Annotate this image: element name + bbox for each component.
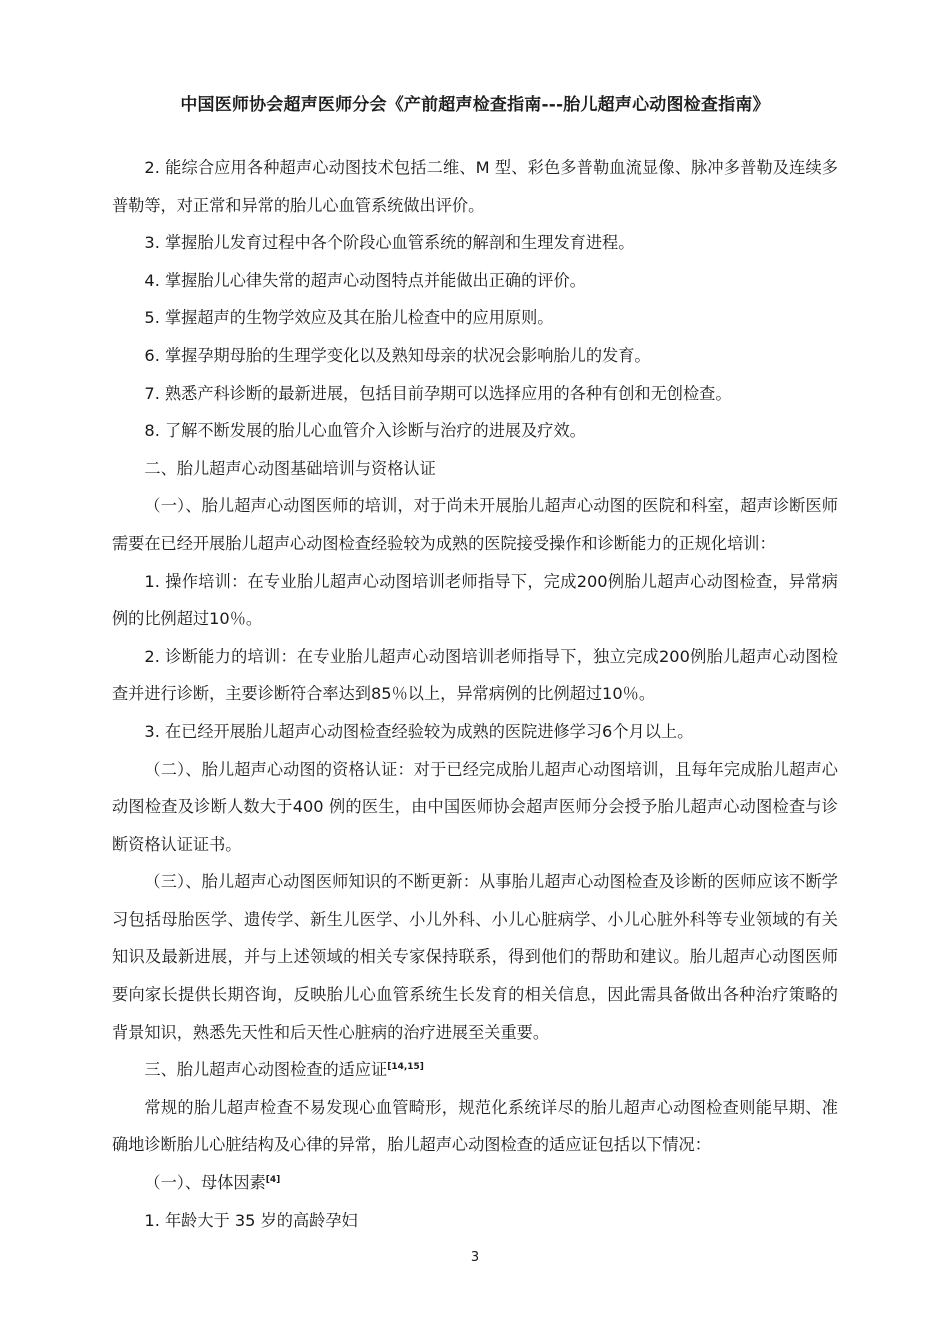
paragraph-item-8: 8. 了解不断发展的胎儿心血管介入诊断与治疗的进展及疗效。 xyxy=(144,421,586,441)
paragraph-item-age: 1. 年龄大于 35 岁的高龄孕妇 xyxy=(144,1210,358,1230)
section-heading-3: 三、胎儿超声心动图检查的适应证[14,15] xyxy=(144,1060,424,1080)
section-heading-2: 二、胎儿超声心动图基础培训与资格认证 xyxy=(144,458,436,478)
reference-mark: [14,15] xyxy=(387,1062,424,1073)
paragraph-item-3: 3. 掌握胎儿发育过程中各个阶段心血管系统的解剖和生理发育进程。 xyxy=(144,233,635,253)
body-text xyxy=(112,149,838,1239)
paragraph-knowledge-update: （三）、胎儿超声心动图医师知识的不断更新：从事胎儿超声心动图检查及诊断的医师应该不断学习包括母胎医学、遗传学、新生儿医学、小儿外科、小儿心脏病学、小儿心脏外科等专业领域的有关知识及最新进展，并与上述领域的相关专家保持联系，得到他们的帮助和建议。胎儿超声心动图医师要向家长提供长期咨询，反映胎儿心血管系统生长发育的相关信息，因此需具备做出各种治疗策略的背景知识，熟悉先天性和后天性心脏病的治疗进展至关重要。 xyxy=(112,872,838,1042)
page-number: 3 xyxy=(470,1250,480,1265)
paragraph-diagnosis-training: 2. 诊断能力的培训：在专业胎儿超声心动图培训老师指导下，独立完成200例胎儿超声心动图检查并进行诊断，主要诊断符合率达到85％以上，异常病例的比例超过10％。 xyxy=(112,646,838,704)
reference-mark: [4] xyxy=(265,1175,281,1186)
paragraph-operation-training: 1. 操作培训：在专业胎儿超声心动图培训老师指导下，完成200例胎儿超声心动图检查，异常病例的比例超过10％。 xyxy=(112,571,838,629)
paragraph-item-2: 2. 能综合应用各种超声心动图技术包括二维、M 型、彩色多普勒血流显像、脉冲多普勒及连续多普勒等，对正常和异常的胎儿心血管系统做出评价。 xyxy=(112,158,838,215)
paragraph-item-4: 4. 掌握胎儿心律失常的超声心动图特点并能做出正确的评价。 xyxy=(144,270,586,290)
subsection-heading-maternal: （一）、母体因素[4] xyxy=(144,1173,281,1193)
paragraph-certification: （二）、胎儿超声心动图的资格认证：对于已经完成胎儿超声心动图培训，且每年完成胎儿超声心动图检查及诊断人数大于400 例的医生，由中国医师协会超声医师分会授予胎儿超声心动图检查与诊断资格认证证书。 xyxy=(112,759,838,854)
paragraph-indications: 常规的胎儿超声检查不易发现心血管畸形，规范化系统详尽的胎儿超声心动图检查则能早期、准确地诊断胎儿心脏结构及心律的异常，胎儿超声心动图检查的适应证包括以下情况： xyxy=(112,1097,838,1155)
paragraph-item-5: 5. 掌握超声的生物学效应及其在胎儿检查中的应用原则。 xyxy=(144,308,554,328)
paragraph-advanced-study: 3. 在已经开展胎儿超声心动图检查经验较为成熟的医院进修学习6个月以上。 xyxy=(144,721,694,741)
paragraph-item-7: 7. 熟悉产科诊断的最新进展，包括目前孕期可以选择应用的各种有创和无创检查。 xyxy=(144,383,732,403)
page-title: 中国医师协会超声医师分会《产前超声检查指南---胎儿超声心动图检查指南》 xyxy=(180,95,770,115)
paragraph-training: （一）、胎儿超声心动图医师的培训，对于尚未开展胎儿超声心动图的医院和科室，超声诊断医师需要在已经开展胎儿超声心动图检查经验较为成熟的医院接受操作和诊断能力的正规化培训： xyxy=(112,496,838,553)
paragraph-item-6: 6. 掌握孕期母胎的生理学变化以及熟知母亲的状况会影响胎儿的发育。 xyxy=(144,345,651,365)
